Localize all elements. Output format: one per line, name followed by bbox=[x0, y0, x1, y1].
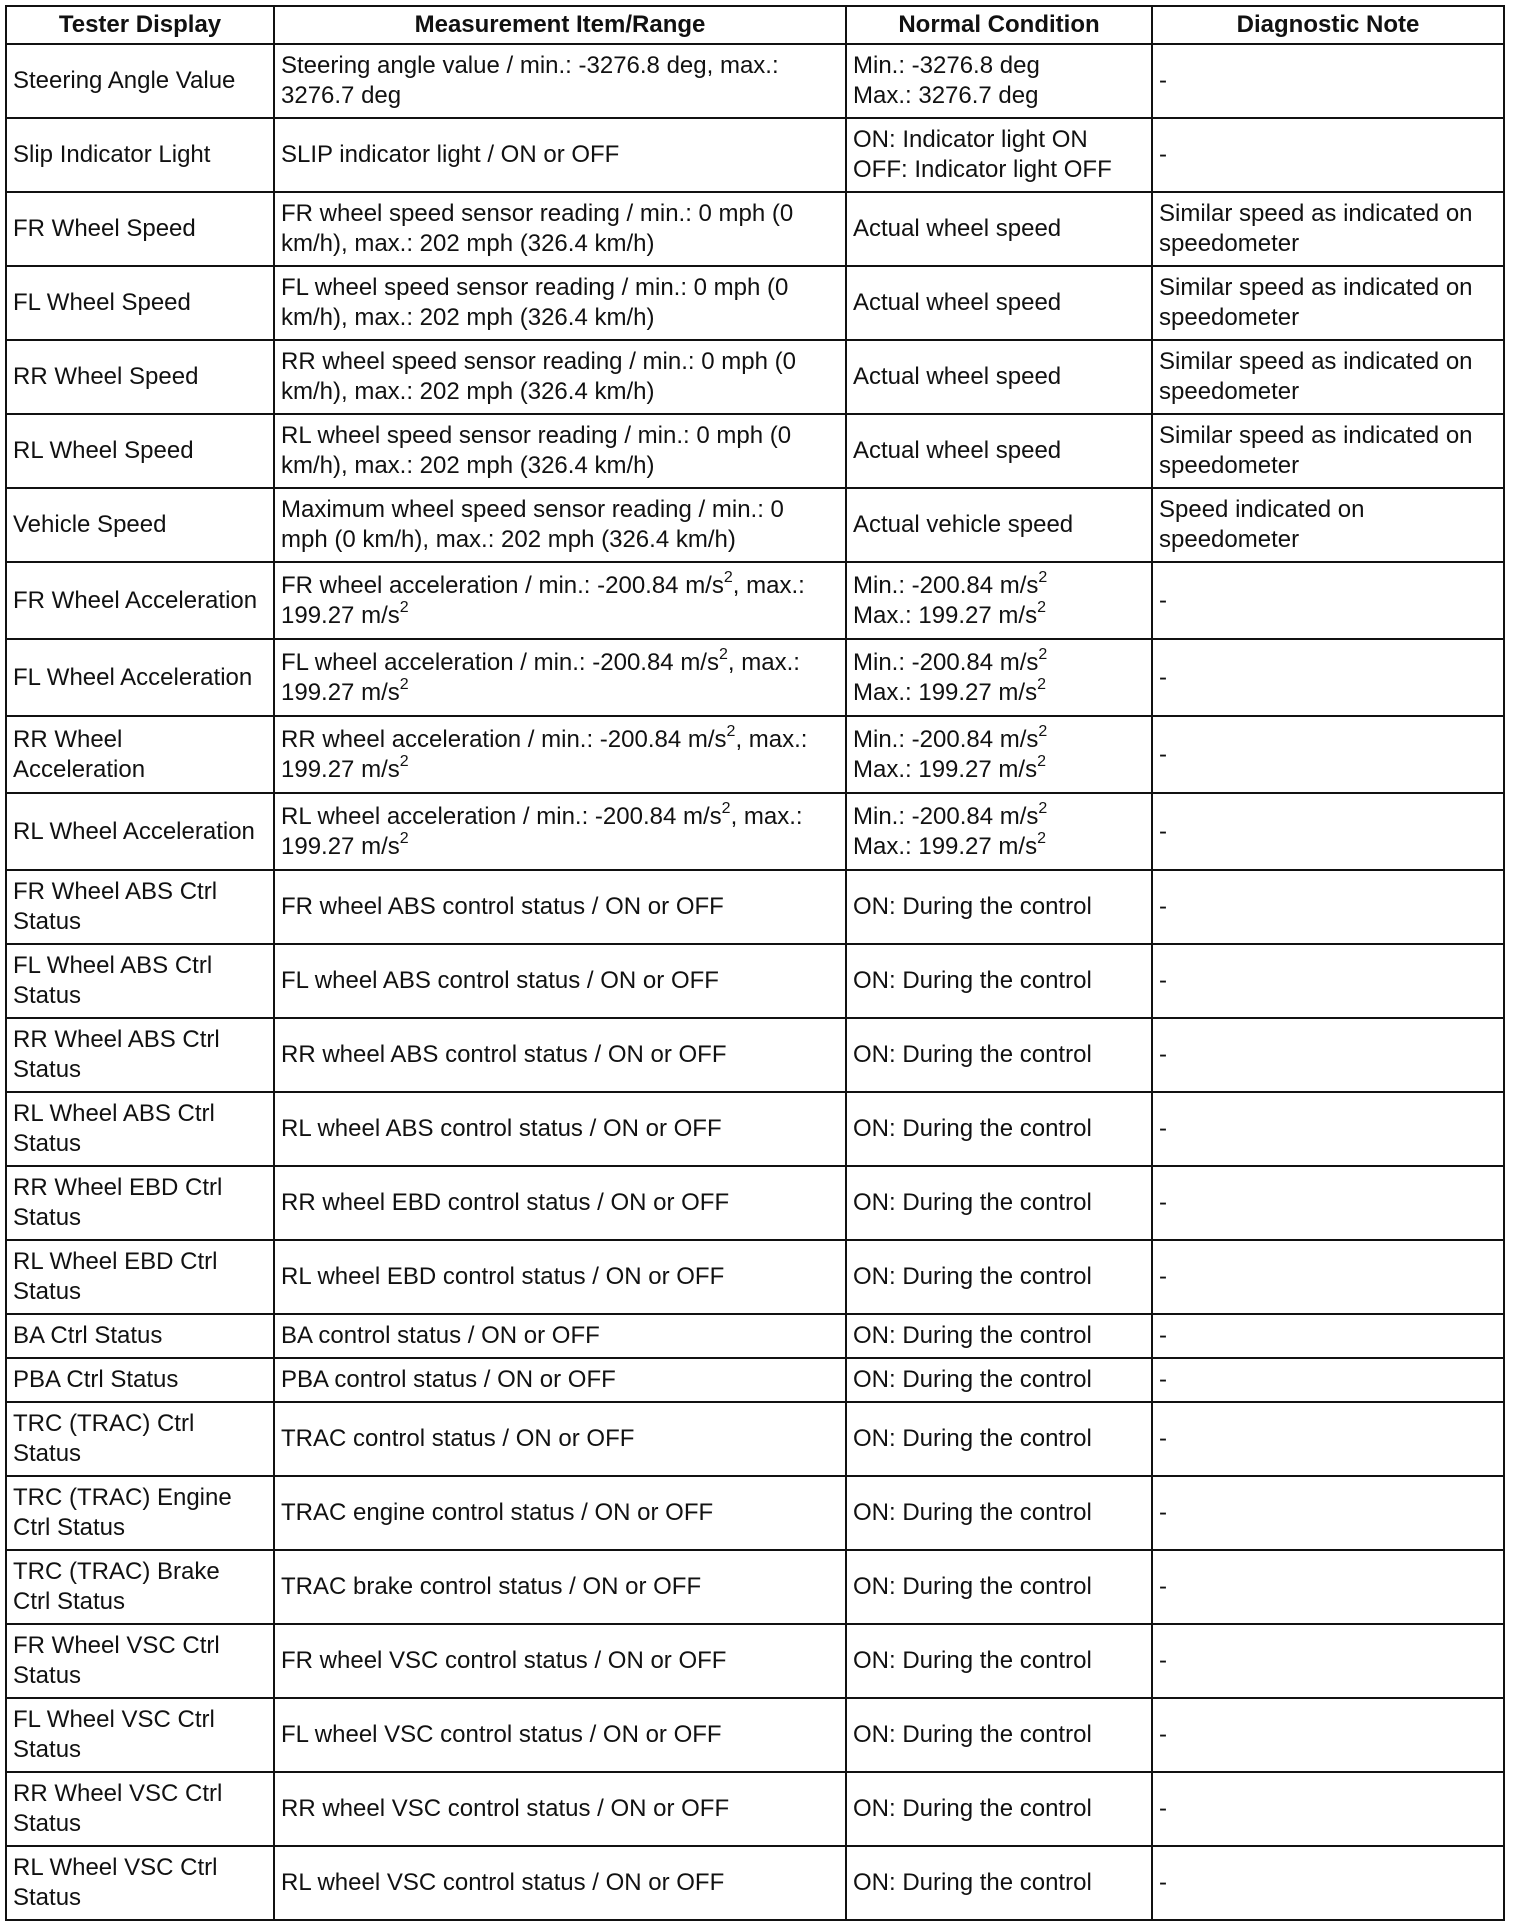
tester-display-cell bbox=[6, 1358, 274, 1402]
cell-text: ON: During the control bbox=[853, 1322, 1092, 1349]
normal-cell bbox=[846, 1314, 1152, 1358]
note-cell bbox=[1152, 1314, 1504, 1358]
note-cell bbox=[1152, 44, 1504, 118]
cell-text: - bbox=[1159, 1721, 1167, 1748]
normal-cell: Min.: -200.84 $m/s^2$ Max.: 199.27 $m/s^2$ bbox=[846, 716, 1152, 793]
normal-cell: Min.: -3276.8 deg Max.: 3276.7 deg bbox=[846, 44, 1152, 118]
table-row bbox=[6, 1550, 1504, 1624]
cell-text: ON: During the control bbox=[853, 967, 1092, 994]
note-cell bbox=[1152, 1240, 1504, 1314]
tester-display-cell bbox=[6, 639, 274, 716]
table-row bbox=[6, 1476, 1504, 1550]
cell-text: ON: During the control bbox=[853, 1263, 1092, 1290]
cell-text: - bbox=[1159, 1573, 1167, 1600]
range-cell: RR wheel speed sensor reading / min.: 0 mph (0 km/h), max.: 202 mph (326.4 km/h) bbox=[274, 340, 846, 414]
tester-display-cell: RR Wheel VSC Ctrl Status bbox=[6, 1772, 274, 1846]
normal-cell: Min.: -200.84 $m/s^2$ Max.: 199.27 $m/s^2$ bbox=[846, 793, 1152, 870]
table-row bbox=[6, 1624, 1504, 1698]
table-row bbox=[6, 793, 1504, 870]
cell-text: RR wheel ABS control status / ON or OFF bbox=[281, 1041, 727, 1068]
cell-text: RL wheel VSC control status / ON or OFF bbox=[281, 1869, 725, 1896]
normal-cell bbox=[846, 1018, 1152, 1092]
tester-display-cell: RL Wheel ABS Ctrl Status bbox=[6, 1092, 274, 1166]
table-row bbox=[6, 192, 1504, 266]
cell-text: Actual vehicle speed bbox=[853, 511, 1074, 538]
tester-display-cell bbox=[6, 44, 274, 118]
table-row bbox=[6, 44, 1504, 118]
cell-text: ON: During the control bbox=[853, 1366, 1092, 1393]
tester-display-cell: FL Wheel VSC Ctrl Status bbox=[6, 1698, 274, 1772]
table-row bbox=[6, 1772, 1504, 1846]
header-row bbox=[6, 6, 1504, 44]
note-cell: Similar speed as indicated on speedometer bbox=[1152, 340, 1504, 414]
table-row bbox=[6, 266, 1504, 340]
cell-text: - bbox=[1159, 1041, 1167, 1068]
normal-cell bbox=[846, 1698, 1152, 1772]
cell-text: - bbox=[1159, 1115, 1167, 1142]
cell-text: FL wheel VSC control status / ON or OFF bbox=[281, 1721, 722, 1748]
cell-text: BA control status / ON or OFF bbox=[281, 1322, 600, 1349]
normal-cell: Min.: -200.84 $m/s^2$ Max.: 199.27 $m/s^2$ bbox=[846, 639, 1152, 716]
range-cell bbox=[274, 1624, 846, 1698]
note-cell bbox=[1152, 1402, 1504, 1476]
cell-text: ON: During the control bbox=[853, 1573, 1092, 1600]
cell-text: RR Wheel Speed bbox=[13, 363, 199, 390]
tester-display-cell: RR Wheel Acceleration bbox=[6, 716, 274, 793]
note-cell: Similar speed as indicated on speedometer bbox=[1152, 414, 1504, 488]
note-cell bbox=[1152, 1358, 1504, 1402]
table-row bbox=[6, 1846, 1504, 1920]
cell-text: ON: During the control bbox=[853, 1647, 1092, 1674]
range-cell bbox=[274, 1476, 846, 1550]
table-row bbox=[6, 716, 1504, 793]
note-cell bbox=[1152, 1018, 1504, 1092]
normal-cell bbox=[846, 1550, 1152, 1624]
normal-cell bbox=[846, 1092, 1152, 1166]
note-cell bbox=[1152, 1476, 1504, 1550]
cell-text: - bbox=[1159, 1189, 1167, 1216]
range-cell: FL wheel acceleration / min.: -200.84 $m/s^2$, max.: 199.27 $m/s^2$ bbox=[274, 639, 846, 716]
cell-text: FR Wheel Acceleration bbox=[13, 586, 258, 614]
normal-cell bbox=[846, 1240, 1152, 1314]
range-cell bbox=[274, 1358, 846, 1402]
cell-text: ON: During the control bbox=[853, 1115, 1092, 1142]
table-row bbox=[6, 414, 1504, 488]
note-cell: Speed indicated on speedometer bbox=[1152, 488, 1504, 562]
cell-text: RL Wheel Acceleration bbox=[13, 817, 255, 845]
range-cell bbox=[274, 1166, 846, 1240]
note-cell: Similar speed as indicated on speedometer bbox=[1152, 266, 1504, 340]
cell-text: PBA Ctrl Status bbox=[13, 1366, 179, 1393]
cell-text: FR wheel VSC control status / ON or OFF bbox=[281, 1647, 727, 1674]
tester-display-cell: FR Wheel VSC Ctrl Status bbox=[6, 1624, 274, 1698]
normal-cell bbox=[846, 944, 1152, 1018]
cell-text: ON: During the control bbox=[853, 1041, 1092, 1068]
cell-text: Slip Indicator Light bbox=[13, 141, 211, 168]
cell-text: - bbox=[1159, 663, 1167, 691]
note-cell bbox=[1152, 1846, 1504, 1920]
range-cell: FR wheel speed sensor reading / min.: 0 mph (0 km/h), max.: 202 mph (326.4 km/h) bbox=[274, 192, 846, 266]
cell-text: - bbox=[1159, 141, 1167, 168]
note-cell bbox=[1152, 1698, 1504, 1772]
cell-text: - bbox=[1159, 967, 1167, 994]
normal-cell bbox=[846, 1772, 1152, 1846]
note-cell bbox=[1152, 1092, 1504, 1166]
range-cell bbox=[274, 1698, 846, 1772]
cell-text: - bbox=[1159, 1322, 1167, 1349]
tester-display-cell: RL Wheel EBD Ctrl Status bbox=[6, 1240, 274, 1314]
note-cell bbox=[1152, 1166, 1504, 1240]
table-row bbox=[6, 870, 1504, 944]
header-measurement-range: Measurement Item/Range bbox=[274, 6, 846, 44]
note-cell bbox=[1152, 562, 1504, 639]
tester-display-cell: FL Wheel ABS Ctrl Status bbox=[6, 944, 274, 1018]
note-cell bbox=[1152, 1624, 1504, 1698]
cell-text: - bbox=[1159, 1647, 1167, 1674]
tester-display-cell: FR Wheel ABS Ctrl Status bbox=[6, 870, 274, 944]
cell-text: PBA control status / ON or OFF bbox=[281, 1366, 616, 1393]
range-cell: FR wheel acceleration / min.: -200.84 $m/s^2$, max.: 199.27 $m/s^2$ bbox=[274, 562, 846, 639]
cell-text: TRAC engine control status / ON or OFF bbox=[281, 1499, 714, 1526]
tester-display-cell bbox=[6, 118, 274, 192]
cell-text: - bbox=[1159, 817, 1167, 845]
tester-display-cell: RR Wheel EBD Ctrl Status bbox=[6, 1166, 274, 1240]
normal-cell bbox=[846, 414, 1152, 488]
range-cell bbox=[274, 1402, 846, 1476]
normal-cell bbox=[846, 488, 1152, 562]
note-cell bbox=[1152, 793, 1504, 870]
cell-text: - bbox=[1159, 586, 1167, 614]
cell-text: FL Wheel Speed bbox=[13, 289, 191, 316]
tester-display-cell bbox=[6, 488, 274, 562]
range-cell: RL wheel acceleration / min.: -200.84 $m/s^2$, max.: 199.27 $m/s^2$ bbox=[274, 793, 846, 870]
range-cell bbox=[274, 1314, 846, 1358]
cell-text: ON: During the control bbox=[853, 1721, 1092, 1748]
range-cell bbox=[274, 1092, 846, 1166]
range-cell: RR wheel acceleration / min.: -200.84 $m/s^2$, max.: 199.27 $m/s^2$ bbox=[274, 716, 846, 793]
cell-text: FR Wheel Speed bbox=[13, 215, 196, 242]
normal-cell bbox=[846, 1846, 1152, 1920]
cell-text: FL Wheel Acceleration bbox=[13, 663, 253, 691]
table-row bbox=[6, 562, 1504, 639]
header-tester-display: Tester Display bbox=[6, 6, 274, 44]
range-cell bbox=[274, 944, 846, 1018]
table-row bbox=[6, 1166, 1504, 1240]
range-cell: Maximum wheel speed sensor reading / min.: 0 mph (0 km/h), max.: 202 mph (326.4 km/h) bbox=[274, 488, 846, 562]
normal-cell bbox=[846, 1476, 1152, 1550]
tester-display-cell: TRC (TRAC) Ctrl Status bbox=[6, 1402, 274, 1476]
cell-text: Steering Angle Value bbox=[13, 67, 236, 94]
cell-text: - bbox=[1159, 1366, 1167, 1393]
cell-text: RL Wheel Speed bbox=[13, 437, 194, 464]
normal-cell bbox=[846, 192, 1152, 266]
header-diagnostic-note: Diagnostic Note bbox=[1152, 6, 1504, 44]
range-cell bbox=[274, 118, 846, 192]
normal-cell bbox=[846, 1358, 1152, 1402]
cell-text: TRAC control status / ON or OFF bbox=[281, 1425, 635, 1452]
cell-text: Actual wheel speed bbox=[853, 363, 1062, 390]
normal-cell bbox=[846, 1624, 1152, 1698]
tester-display-cell: TRC (TRAC) Brake Ctrl Status bbox=[6, 1550, 274, 1624]
range-cell: FL wheel speed sensor reading / min.: 0 mph (0 km/h), max.: 202 mph (326.4 km/h) bbox=[274, 266, 846, 340]
table-row bbox=[6, 340, 1504, 414]
table-row bbox=[6, 944, 1504, 1018]
normal-cell bbox=[846, 870, 1152, 944]
cell-text: - bbox=[1159, 893, 1167, 920]
tester-display-cell bbox=[6, 562, 274, 639]
cell-text: TRAC brake control status / ON or OFF bbox=[281, 1573, 702, 1600]
normal-cell bbox=[846, 1166, 1152, 1240]
cell-text: Actual wheel speed bbox=[853, 215, 1062, 242]
note-cell bbox=[1152, 870, 1504, 944]
normal-cell: ON: Indicator light ON OFF: Indicator light OFF bbox=[846, 118, 1152, 192]
range-cell bbox=[274, 1772, 846, 1846]
cell-text: FR wheel ABS control status / ON or OFF bbox=[281, 893, 724, 920]
tester-display-cell: RL Wheel VSC Ctrl Status bbox=[6, 1846, 274, 1920]
table-row bbox=[6, 639, 1504, 716]
range-cell: Steering angle value / min.: -3276.8 deg, max.: 3276.7 deg bbox=[274, 44, 846, 118]
cell-text: BA Ctrl Status bbox=[13, 1322, 163, 1349]
cell-text: RR wheel EBD control status / ON or OFF bbox=[281, 1189, 730, 1216]
tester-display-cell bbox=[6, 793, 274, 870]
range-cell bbox=[274, 1018, 846, 1092]
normal-cell bbox=[846, 340, 1152, 414]
cell-text: ON: During the control bbox=[853, 1795, 1092, 1822]
range-cell: RL wheel speed sensor reading / min.: 0 mph (0 km/h), max.: 202 mph (326.4 km/h) bbox=[274, 414, 846, 488]
range-cell bbox=[274, 1550, 846, 1624]
note-cell bbox=[1152, 944, 1504, 1018]
cell-text: ON: During the control bbox=[853, 1869, 1092, 1896]
cell-text: ON: During the control bbox=[853, 893, 1092, 920]
table-row bbox=[6, 1240, 1504, 1314]
tester-display-cell bbox=[6, 266, 274, 340]
table-row bbox=[6, 1402, 1504, 1476]
table-row bbox=[6, 1314, 1504, 1358]
note-cell bbox=[1152, 118, 1504, 192]
table-row bbox=[6, 1092, 1504, 1166]
tester-display-cell: TRC (TRAC) Engine Ctrl Status bbox=[6, 1476, 274, 1550]
cell-text: Actual wheel speed bbox=[853, 289, 1062, 316]
cell-text: ON: During the control bbox=[853, 1425, 1092, 1452]
tester-display-cell bbox=[6, 340, 274, 414]
note-cell bbox=[1152, 639, 1504, 716]
cell-text: ON: During the control bbox=[853, 1499, 1092, 1526]
tester-display-cell bbox=[6, 1314, 274, 1358]
note-cell: Similar speed as indicated on speedometer bbox=[1152, 192, 1504, 266]
range-cell bbox=[274, 870, 846, 944]
cell-text: SLIP indicator light / ON or OFF bbox=[281, 141, 620, 168]
cell-text: Actual wheel speed bbox=[853, 437, 1062, 464]
cell-text: - bbox=[1159, 1499, 1167, 1526]
table-row bbox=[6, 118, 1504, 192]
cell-text: ON: During the control bbox=[853, 1189, 1092, 1216]
cell-text: RL wheel EBD control status / ON or OFF bbox=[281, 1263, 725, 1290]
normal-cell bbox=[846, 266, 1152, 340]
cell-text: - bbox=[1159, 67, 1167, 94]
tester-display-cell bbox=[6, 414, 274, 488]
range-cell bbox=[274, 1846, 846, 1920]
table-row bbox=[6, 1018, 1504, 1092]
cell-text: - bbox=[1159, 1795, 1167, 1822]
cell-text: - bbox=[1159, 1869, 1167, 1896]
cell-text: - bbox=[1159, 740, 1167, 768]
note-cell bbox=[1152, 1550, 1504, 1624]
tester-display-cell bbox=[6, 192, 274, 266]
table-row bbox=[6, 1358, 1504, 1402]
note-cell bbox=[1152, 716, 1504, 793]
range-cell bbox=[274, 1240, 846, 1314]
cell-text: Vehicle Speed bbox=[13, 511, 167, 538]
cell-text: - bbox=[1159, 1263, 1167, 1290]
note-cell bbox=[1152, 1772, 1504, 1846]
tester-display-cell: RR Wheel ABS Ctrl Status bbox=[6, 1018, 274, 1092]
cell-text: RL wheel ABS control status / ON or OFF bbox=[281, 1115, 722, 1142]
data-list-table bbox=[5, 5, 1505, 1921]
normal-cell: Min.: -200.84 $m/s^2$ Max.: 199.27 $m/s^2$ bbox=[846, 562, 1152, 639]
header-normal-condition: Normal Condition bbox=[846, 6, 1152, 44]
cell-text: FL wheel ABS control status / ON or OFF bbox=[281, 967, 719, 994]
normal-cell bbox=[846, 1402, 1152, 1476]
table-row bbox=[6, 488, 1504, 562]
cell-text: - bbox=[1159, 1425, 1167, 1452]
table-row bbox=[6, 1698, 1504, 1772]
cell-text: RR wheel VSC control status / ON or OFF bbox=[281, 1795, 730, 1822]
